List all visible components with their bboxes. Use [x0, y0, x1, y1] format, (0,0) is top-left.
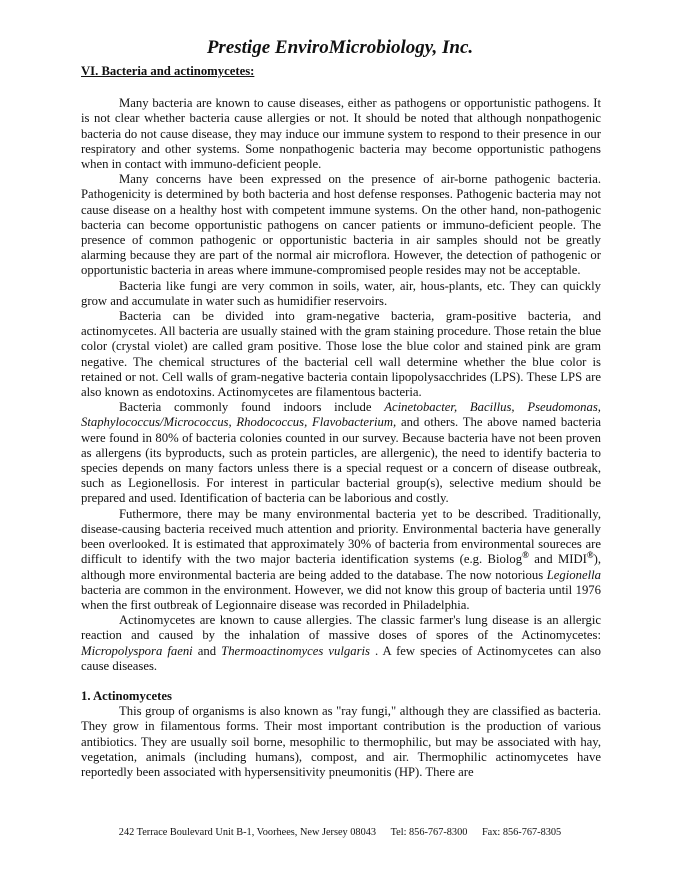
footer-tel: Tel: 856-767-8300	[390, 827, 468, 838]
registered-mark: ®	[522, 550, 529, 561]
paragraph-airborne: Many concerns have been expressed on the presence of air-borne pathogenic bacteria. Pathogenicity is determined by both bacteria and host defense responses. Pathogenic bacteria may not cause disease on a healthy host with competent immune systems. On the other hand, non-pathogenic bacteria can become opportunistic pathogens on cancer patients or immuno-deficient people. The presence of common pathogenic or opportunistic bacteria in air samples should not be greatly alarming because they are part of the normal air microflora. However, the detection of pathogenic or opportunistic bacteria in areas where immune-compromised people resides may not be acceptable.	[81, 172, 601, 278]
company-header: Prestige EnviroMicrobiology, Inc.	[206, 37, 474, 58]
text-segment: and others. The above named bacteria were found in 80% of bacteria colonies counted in our survey. Because bacteria have not been proven as allergens (its byproducts, such as protein particles, are allergenic), the need to identify bacteria to species depends on many factors unless there is a special request or a concern of disease outbreak, such as Legionellosis. For interest in particular bacterial group(s), selective medium should be prepared and used. Identification of bacteria can be laborious and costly.	[81, 415, 602, 506]
text-segment: Futhermore, there may be many environmental bacteria yet to be described. Traditionally, disease-causing bacteria received much attention and priority. Environmental bacteria have generally been overlooked. It is estimated that approximately 30% of bacteria from environmental soureces are difficult to identify with the two major bacteria identification systems (e.g. Biolog	[81, 506, 601, 567]
paragraph-actinomycetes-allergies	[81, 613, 601, 674]
document-body	[81, 64, 601, 780]
text-segment: and MIDI	[528, 552, 587, 567]
subsection-title: 1. Actinomycetes	[81, 688, 172, 703]
species-name: Thermoactinomyces vulgaris	[221, 643, 370, 658]
text-segment: . A few species of Actinomycetes can also cause diseases.	[81, 643, 602, 673]
text-segment: Bacteria commonly found indoors include	[119, 400, 385, 415]
genus-name: Legionella	[546, 567, 601, 582]
section-title: VI. Bacteria and actinomycetes:	[81, 64, 255, 78]
footer-fax: Fax: 856-767-8305	[481, 827, 562, 838]
footer-address: 242 Terrace Boulevard Unit B-1, Voorhees, New Jersey 08043	[118, 827, 377, 838]
registered-mark: ®	[586, 550, 594, 561]
genus-list: Acinetobacter, Bacillus, Pseudomonas, Staphylococcus/Micrococcus, Rhodococcus, Flavobacterium,	[81, 400, 601, 430]
paragraph-ray-fungi: This group of organisms is also known as "ray fungi," although they are classified as bacteria. They grow in filamentous forms. Their most important contribution is the production of various antibiotics. They are usually soil borne, mesophilic to thermophilic, but may be associated with hay, vegetation, animals (including humans), compost, and air. Thermophilic actinomycetes have reportedly been associated with hypersensitivity pneumonitis (HP). There are	[81, 704, 601, 779]
text-segment: and	[192, 643, 222, 658]
text-segment: ), although more environmental bacteria are being added to the database. The now notorious	[81, 552, 601, 582]
text-segment: Actinomycetes are known to cause allergies. The classic farmer's lung disease is an allergic reaction and caused by the inhalation of massive doses of spores of the Actinomycetes:	[81, 613, 601, 643]
page-footer	[0, 826, 680, 839]
paragraph-environmental-bacteria	[81, 507, 601, 613]
paragraph-pathogens: Many bacteria are known to cause diseases, either as pathogens or opportunistic pathogens. It is not clear whether bacteria cause allergies or not. It should be noted that although nonpathogenic bacteria do not cause disease, they may induce our immune system to respond to their presence in our respiratory and other systems. Some nonpathogenic bacteria may become opportunistic pathogens when in contact with immuno-deficient people.	[81, 96, 601, 172]
species-name: Micropolyspora faeni	[81, 643, 193, 658]
paragraph-gram-stain: Bacteria can be divided into gram-negative bacteria, gram-positive bacteria, and actinomycetes. All bacteria are usually stained with the gram staining procedure. Those retain the blue color (crystal violet) are called gram positive. Those lose the blue color and stained pink are gram negative. The chemical structures of the bacterial cell wall determine whether the blue color is retained or not. Cell walls of gram-negative bacteria contain lipopolysacchrides (LPS). These LPS are also known as endotoxins. Actinomycetes are filamentous bacteria.	[81, 309, 601, 400]
paragraph-indoor-bacteria	[81, 400, 601, 506]
text-segment: bacteria are common in the environment. However, we did not know this group of bacteria until 1976 when the first outbreak of Legionnaire disease was recorded in Philadelphia.	[81, 582, 601, 612]
paragraph-habitat: Bacteria like fungi are very common in soils, water, air, hous-plants, etc. They can quickly grow and accumulate in water such as humidifier reservoirs.	[81, 278, 601, 308]
